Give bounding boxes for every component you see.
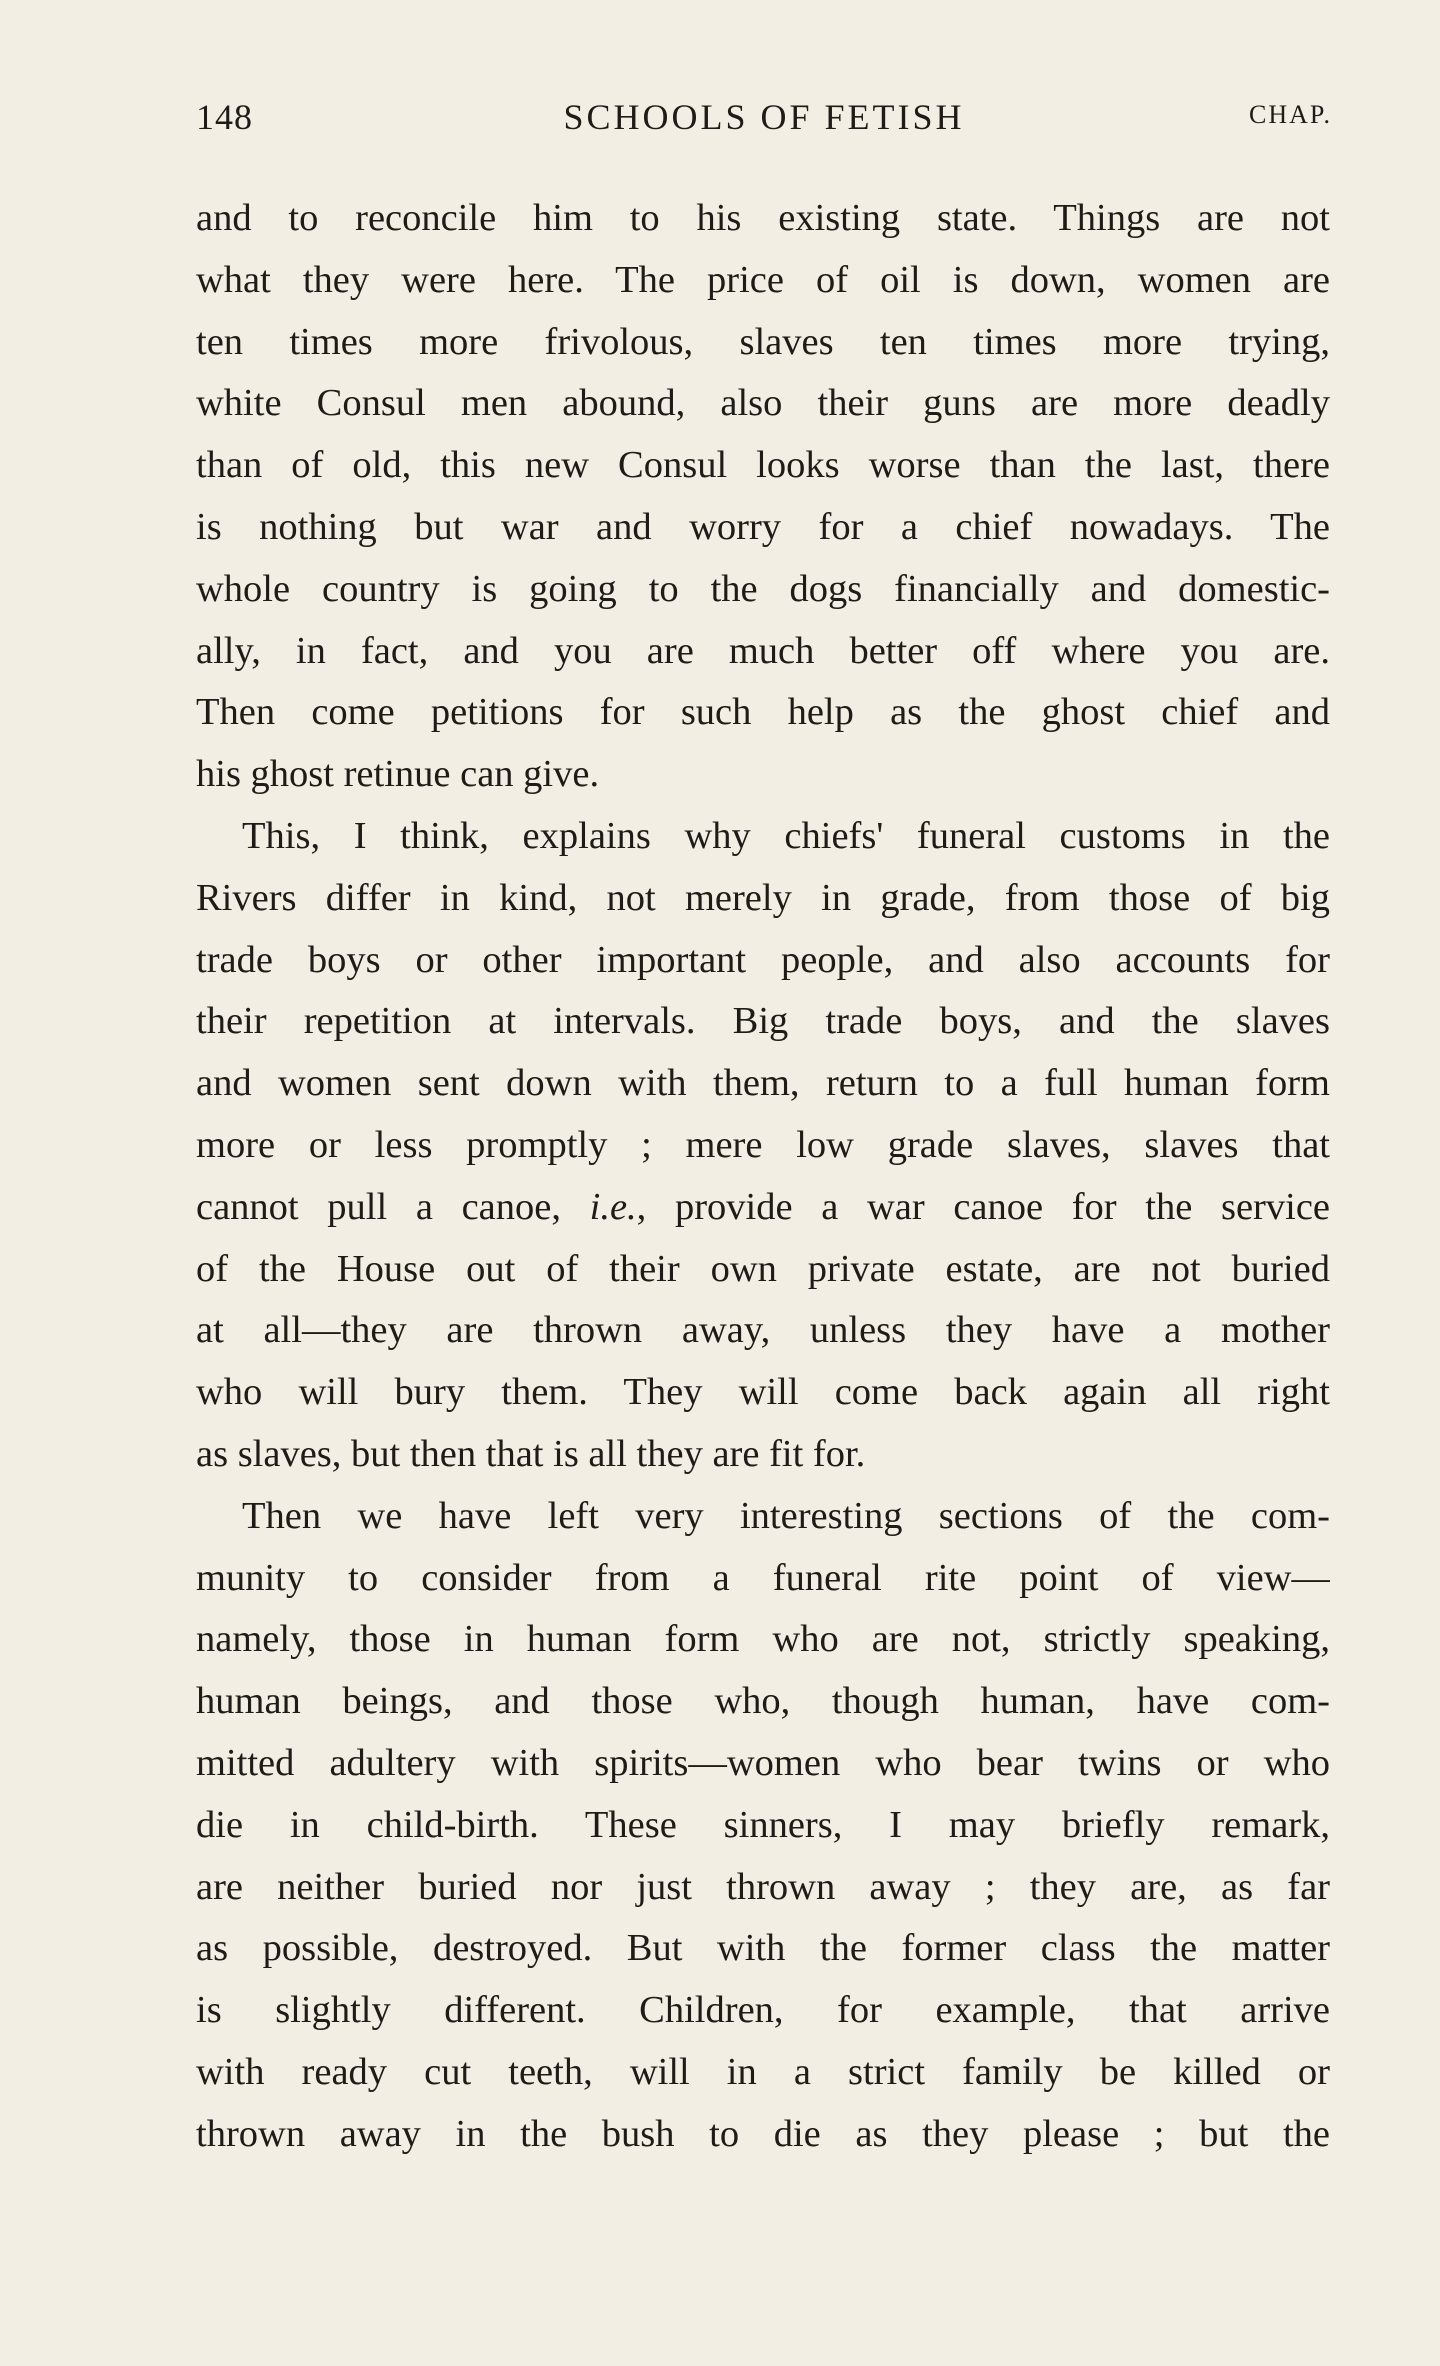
- text-segment: cannot pull a canoe,: [196, 1185, 561, 1228]
- running-head: [196, 96, 1332, 146]
- text-line: their repetition at intervals. Big trade boys, and the slaves: [196, 1000, 1330, 1043]
- text-line: Rivers differ in kind, not merely in grade, from those of big: [196, 876, 1330, 919]
- text-line: munity to consider from a funeral rite point of view—: [196, 1556, 1330, 1599]
- text-line: more or less promptly ; mere low grade slaves, slaves that: [196, 1123, 1330, 1166]
- text-line: human beings, and those who, though human, have com-: [196, 1680, 1330, 1723]
- text-line: than of old, this new Consul looks worse than the last, there: [196, 444, 1330, 487]
- paragraph: [196, 1486, 1330, 2166]
- text-line: Then come petitions for such help as the ghost chief and: [196, 691, 1330, 734]
- text-line: ally, in fact, and you are much better off where you are.: [196, 629, 1330, 672]
- text-segment: , provide a war canoe for the service: [636, 1185, 1330, 1228]
- text-line: whole country is going to the dogs financially and domestic-: [196, 567, 1330, 610]
- text-line: trade boys or other important people, and also accounts for: [196, 938, 1330, 981]
- running-title: SCHOOLS OF FETISH: [563, 97, 965, 137]
- text-line: die in child-birth. These sinners, I may briefly remark,: [196, 1803, 1330, 1846]
- text-line: thrown away in the bush to die as they please ; but the: [196, 2112, 1330, 2155]
- paragraph: [196, 188, 1330, 806]
- text-line: what they were here. The price of oil is down, women are: [196, 258, 1330, 301]
- text-line: Then we have left very interesting sections of the com-: [242, 1494, 1330, 1537]
- body-text: [196, 188, 1330, 2166]
- text-line: as slaves, but then that is all they are fit for.: [196, 1432, 866, 1475]
- text-line: at all—they are thrown away, unless they have a mother: [196, 1309, 1330, 1352]
- text-line: and women sent down with them, return to a full human form: [196, 1062, 1330, 1105]
- page-number: 148: [196, 97, 253, 137]
- text-line: of the House out of their own private estate, are not buried: [196, 1247, 1330, 1290]
- text-line: his ghost retinue can give.: [196, 753, 600, 796]
- text-line: is nothing but war and worry for a chief nowadays. The: [196, 505, 1330, 548]
- text-line-mixed: [196, 1177, 1330, 1239]
- text-line: ten times more frivolous, slaves ten times more trying,: [196, 320, 1330, 363]
- italic-abbreviation: i.e.: [589, 1185, 637, 1228]
- text-line: mitted adultery with spirits—women who bear twins or who: [196, 1741, 1330, 1784]
- paragraph: [196, 806, 1330, 1486]
- text-line: as possible, destroyed. But with the former class the matter: [196, 1927, 1330, 1970]
- text-line: namely, those in human form who are not, strictly speaking,: [196, 1618, 1330, 1661]
- text-line: and to reconcile him to his existing state. Things are not: [196, 197, 1330, 239]
- text-line: with ready cut teeth, will in a strict family be killed or: [196, 2050, 1330, 2093]
- text-line: This, I think, explains why chiefs' funeral customs in the: [242, 814, 1330, 857]
- text-line: who will bury them. They will come back again all right: [196, 1371, 1330, 1414]
- chapter-label: CHAP.: [1249, 100, 1332, 129]
- text-line: are neither buried nor just thrown away ; they are, as far: [196, 1865, 1330, 1908]
- text-line: is slightly different. Children, for example, that arrive: [196, 1989, 1330, 2032]
- text-line: white Consul men abound, also their guns are more deadly: [196, 382, 1330, 425]
